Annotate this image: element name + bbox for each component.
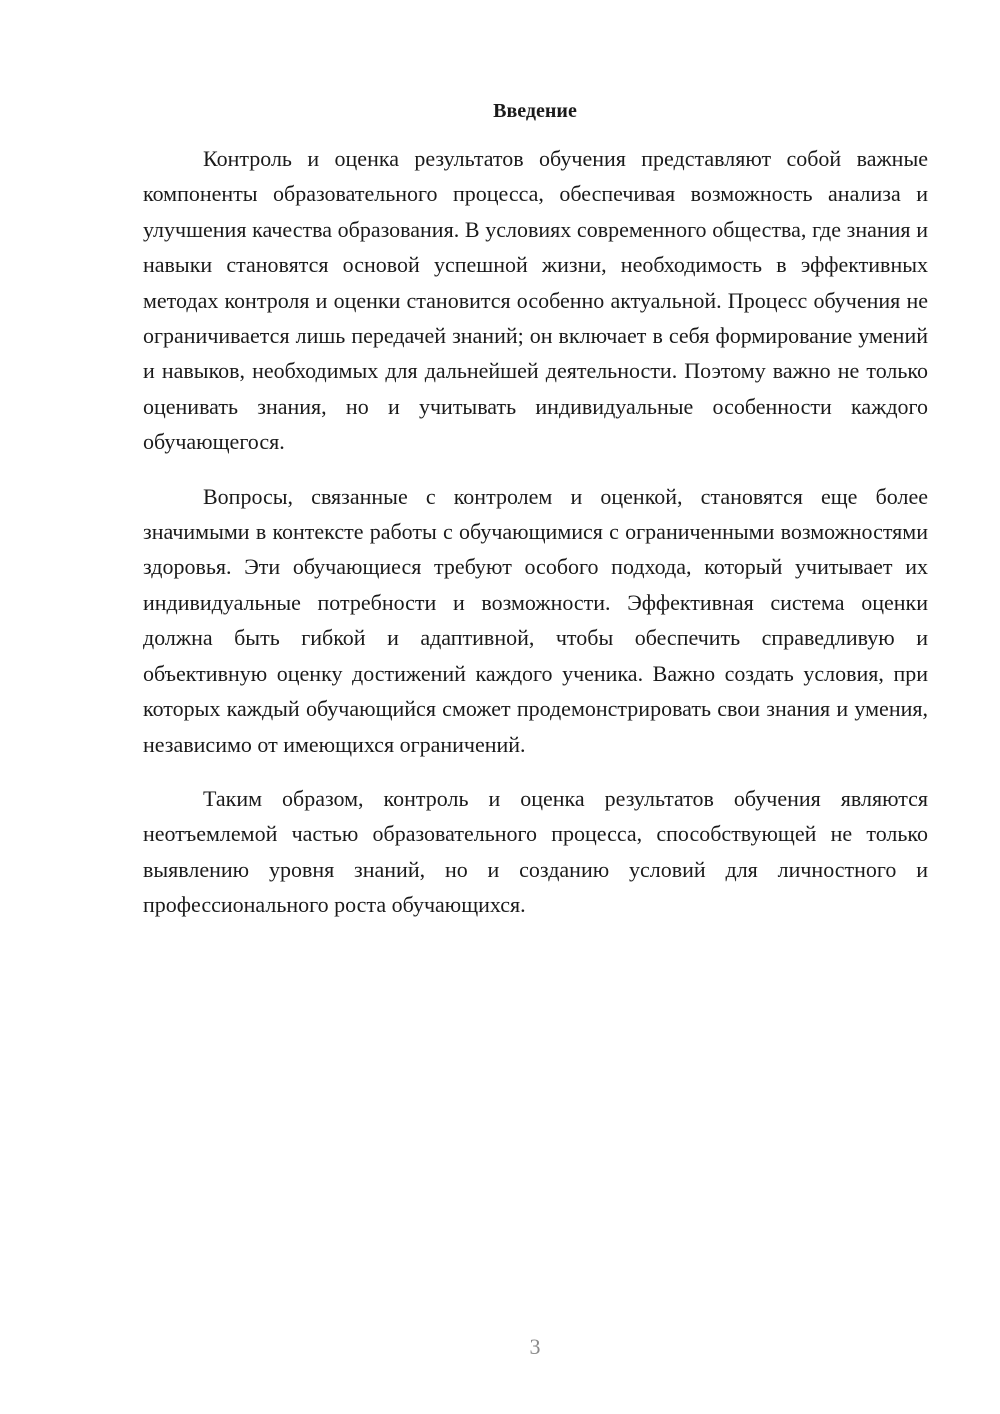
paragraph-1: Контроль и оценка результатов обучения представляют собой важные компоненты образовательного процесса, обеспечивая возможность анализа и улучшения качества образования. В условиях современного общества, где знания и навыки становятся основой успешной жизни, необходимость в эффективных методах контроля и оценки становится особенно актуальной. Процесс обучения не ограничивается лишь передачей знаний; он включает в себя формирование умений и навыков, необходимых для дальнейшей деятельности. Поэтому важно не только оценивать знания, но и учитывать индивидуальные особенности каждого обучающегося. <box>143 146 928 455</box>
page-number: 3 <box>529 1334 541 1359</box>
paragraph-3: Таким образом, контроль и оценка результатов обучения являются неотъемлемой частью образовательного процесса, способствующей не только выявлению уровня знаний, но и созданию условий для личностного и профессионального роста обучающихся. <box>143 785 928 918</box>
paragraph-2: Вопросы, связанные с контролем и оценкой, становятся еще более значимыми в контексте работы с обучающимися с ограниченными возможностями здоровья. Эти обучающиеся требуют особого подхода, который учитывает их индивидуальные потребности и возможности. Эффективная система оценки должна быть гибкой и адаптивной, чтобы обеспечить справедливую и объективную оценку достижений каждого ученика. Важно создать условия, при которых каждый обучающийся сможет продемонстрировать свои знания и умения, независимо от имеющихся ограничений. <box>143 483 928 757</box>
body-text <box>143 141 928 923</box>
section-heading: Введение <box>493 100 577 122</box>
